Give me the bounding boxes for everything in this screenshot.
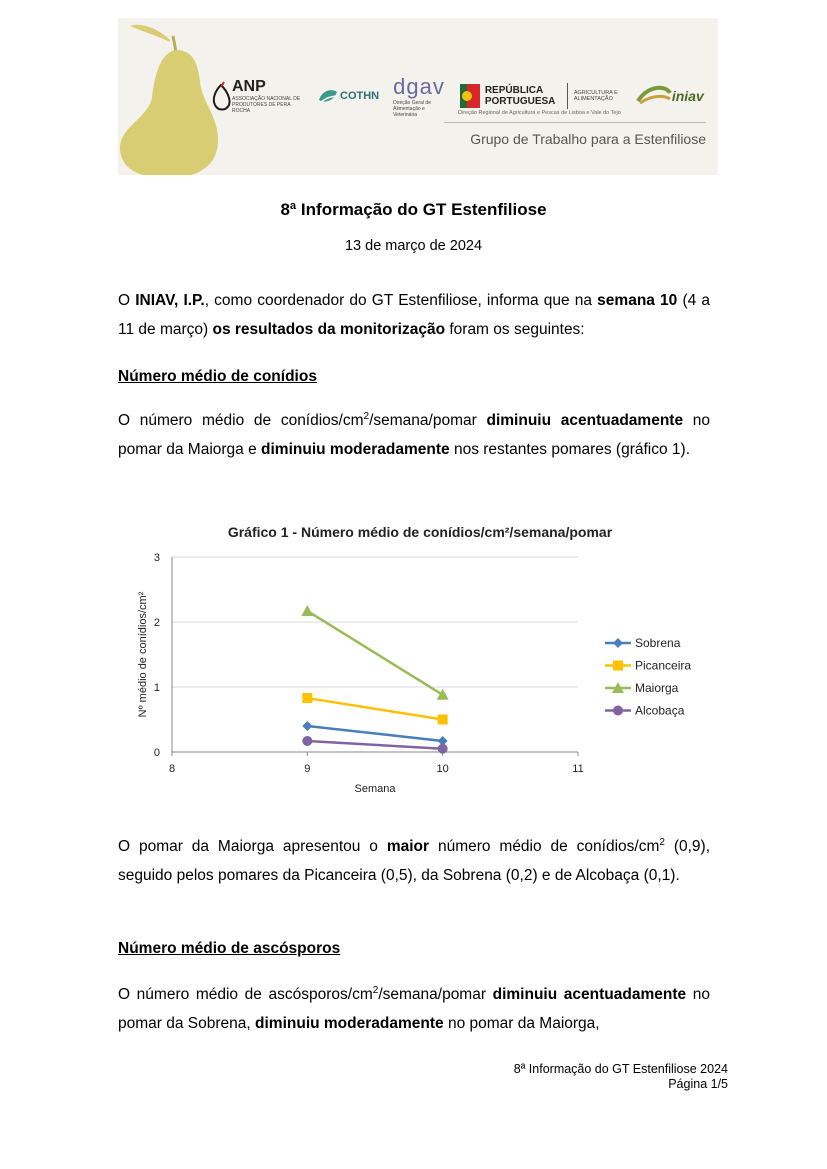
data-point-maiorga bbox=[301, 605, 313, 616]
s1p2-text-1: O pomar da Maiorga apresentou o bbox=[118, 838, 387, 855]
s1p1-text-3: no pomar da Maiorga e bbox=[118, 412, 711, 458]
data-point-sobrena bbox=[302, 721, 312, 731]
header-banner bbox=[118, 18, 718, 175]
y-axis-label: Nº médio de conídios/cm² bbox=[137, 591, 149, 718]
cothn-leaf-icon bbox=[316, 84, 340, 108]
cothn-name: COTHN bbox=[340, 90, 380, 102]
republic-emblem-icon bbox=[459, 83, 481, 109]
republica-name: REPÚBLICA PORTUGUESA bbox=[484, 85, 556, 107]
s1p1-text-2: /semana/pomar bbox=[369, 412, 487, 429]
republica-logo bbox=[459, 83, 622, 109]
s2p1-bold-1: diminuiu acentuadamente bbox=[492, 986, 687, 1003]
s1p2-text-2: número médio de conídios/cm bbox=[429, 838, 660, 855]
document-title: 8ª Informação do GT Estenfiliose bbox=[280, 200, 547, 219]
dgav-logo bbox=[393, 74, 445, 118]
x-axis-label: Semana bbox=[354, 783, 396, 795]
s1p1-bold-2: diminuiu moderadamente bbox=[261, 441, 450, 458]
x-tick-label: 10 bbox=[436, 763, 449, 775]
conidios-chart bbox=[130, 518, 710, 803]
series-line-maiorga bbox=[307, 611, 442, 695]
s1p1-superscript: 2 bbox=[363, 410, 370, 422]
drap-text: Direção Regional de Agricultura e Pescas de Lisboa e Vale do Tejo bbox=[458, 110, 621, 116]
data-point-picanceira bbox=[302, 693, 312, 703]
s1p2-superscript: 2 bbox=[659, 836, 665, 848]
s1p2-bold-1: maior bbox=[386, 838, 430, 855]
section-heading-conidios: Número médio de conídios bbox=[118, 368, 317, 385]
s1p1-text-4: nos restantes pomares (gráfico 1). bbox=[449, 441, 691, 458]
legend-marker-sobrena bbox=[613, 638, 623, 648]
data-point-picanceira bbox=[438, 715, 448, 725]
y-tick-label: 3 bbox=[153, 552, 160, 564]
intro-text-4: foram os seguintes: bbox=[445, 321, 585, 338]
legend-label-maiorga: Maiorga bbox=[635, 681, 679, 695]
conidios-paragraph-2 bbox=[118, 832, 710, 890]
legend-marker-picanceira bbox=[613, 661, 623, 671]
series-line-sobrena bbox=[307, 726, 442, 741]
iniav-name: iniav bbox=[671, 88, 704, 104]
document-date: 13 de março de 2024 bbox=[344, 238, 483, 254]
iniav-logo bbox=[636, 81, 704, 111]
dgav-subtitle: Direção Geral de Alimentação e Veterinária bbox=[393, 100, 431, 118]
y-tick-label: 2 bbox=[153, 617, 160, 629]
x-tick-label: 11 bbox=[572, 763, 584, 775]
intro-text-1: O bbox=[118, 292, 136, 309]
y-tick-label: 0 bbox=[153, 747, 160, 759]
page-footer bbox=[514, 1062, 728, 1092]
banner-caption: Grupo de Trabalho para a Estenfiliose bbox=[444, 122, 706, 147]
agricultura-subtitle: AGRICULTURA E ALIMENTAÇÃO bbox=[573, 90, 618, 102]
legend-marker-alcobaça bbox=[613, 706, 623, 716]
s2p1-text-4: no pomar da Maiorga, bbox=[443, 1015, 600, 1032]
intro-text-3: (4 a 11 de março) bbox=[118, 292, 711, 338]
anp-subtitle: ASSOCIAÇÃO NACIONAL DE PRODUTORES DE PERA ROCHA bbox=[232, 96, 301, 114]
s2p1-bold-2: diminuiu moderadamente bbox=[255, 1015, 444, 1032]
x-tick-label: 8 bbox=[168, 763, 176, 775]
anp-pear-icon bbox=[210, 81, 232, 111]
s1p1-bold-1: diminuiu acentuadamente bbox=[486, 412, 684, 429]
section-heading-ascosporos: Número médio de ascósporos bbox=[118, 940, 341, 957]
s2p1-text-1: O número médio de ascósporos/cm bbox=[118, 986, 373, 1003]
s1p1-text-1: O número médio de conídios/cm bbox=[118, 412, 364, 429]
cothn-logo bbox=[316, 84, 379, 108]
intro-bold-3: os resultados da monitorização bbox=[212, 321, 446, 338]
legend-label-alcobaça: Alcobaça bbox=[635, 703, 685, 718]
legend-label-sobrena: Sobrena bbox=[635, 636, 681, 650]
conidios-paragraph-1 bbox=[118, 406, 710, 464]
iniav-swoosh-icon bbox=[636, 81, 672, 111]
anp-logo bbox=[210, 78, 302, 114]
intro-paragraph bbox=[118, 286, 710, 344]
s2p1-text-2: /semana/pomar bbox=[378, 986, 493, 1003]
ascosporos-paragraph-1 bbox=[118, 980, 710, 1038]
legend-label-picanceira: Picanceira bbox=[635, 658, 692, 673]
chart-title: Gráfico 1 - Número médio de conídios/cm²/semana/pomar bbox=[227, 524, 613, 540]
y-tick-label: 1 bbox=[153, 682, 160, 694]
anp-name: ANP bbox=[232, 78, 266, 95]
data-point-alcobaça bbox=[438, 744, 448, 754]
intro-bold-2: semana 10 bbox=[597, 292, 678, 309]
s1p2-text-3: (0,9), seguido pelos pomares da Picanceira (0,5), da Sobrena (0,2) e de Alcobaça (0,1). bbox=[118, 838, 711, 884]
x-tick-label: 9 bbox=[304, 763, 311, 775]
s2p1-text-3: no pomar da Sobrena, bbox=[118, 986, 710, 1032]
series-line-picanceira bbox=[307, 698, 442, 719]
intro-text-2: , como coordenador do GT Estenfiliose, informa que na bbox=[204, 292, 598, 309]
series-line-alcobaça bbox=[307, 741, 442, 749]
intro-bold-1: INIAV, I.P. bbox=[135, 292, 205, 309]
footer-page-number: Página 1/5 bbox=[668, 1077, 728, 1091]
dgav-name: dgav bbox=[393, 74, 445, 99]
footer-document-name: 8ª Informação do GT Estenfiliose 2024 bbox=[513, 1062, 728, 1076]
data-point-maiorga bbox=[437, 689, 449, 700]
s2p1-superscript: 2 bbox=[372, 984, 379, 996]
data-point-alcobaça bbox=[302, 736, 312, 746]
